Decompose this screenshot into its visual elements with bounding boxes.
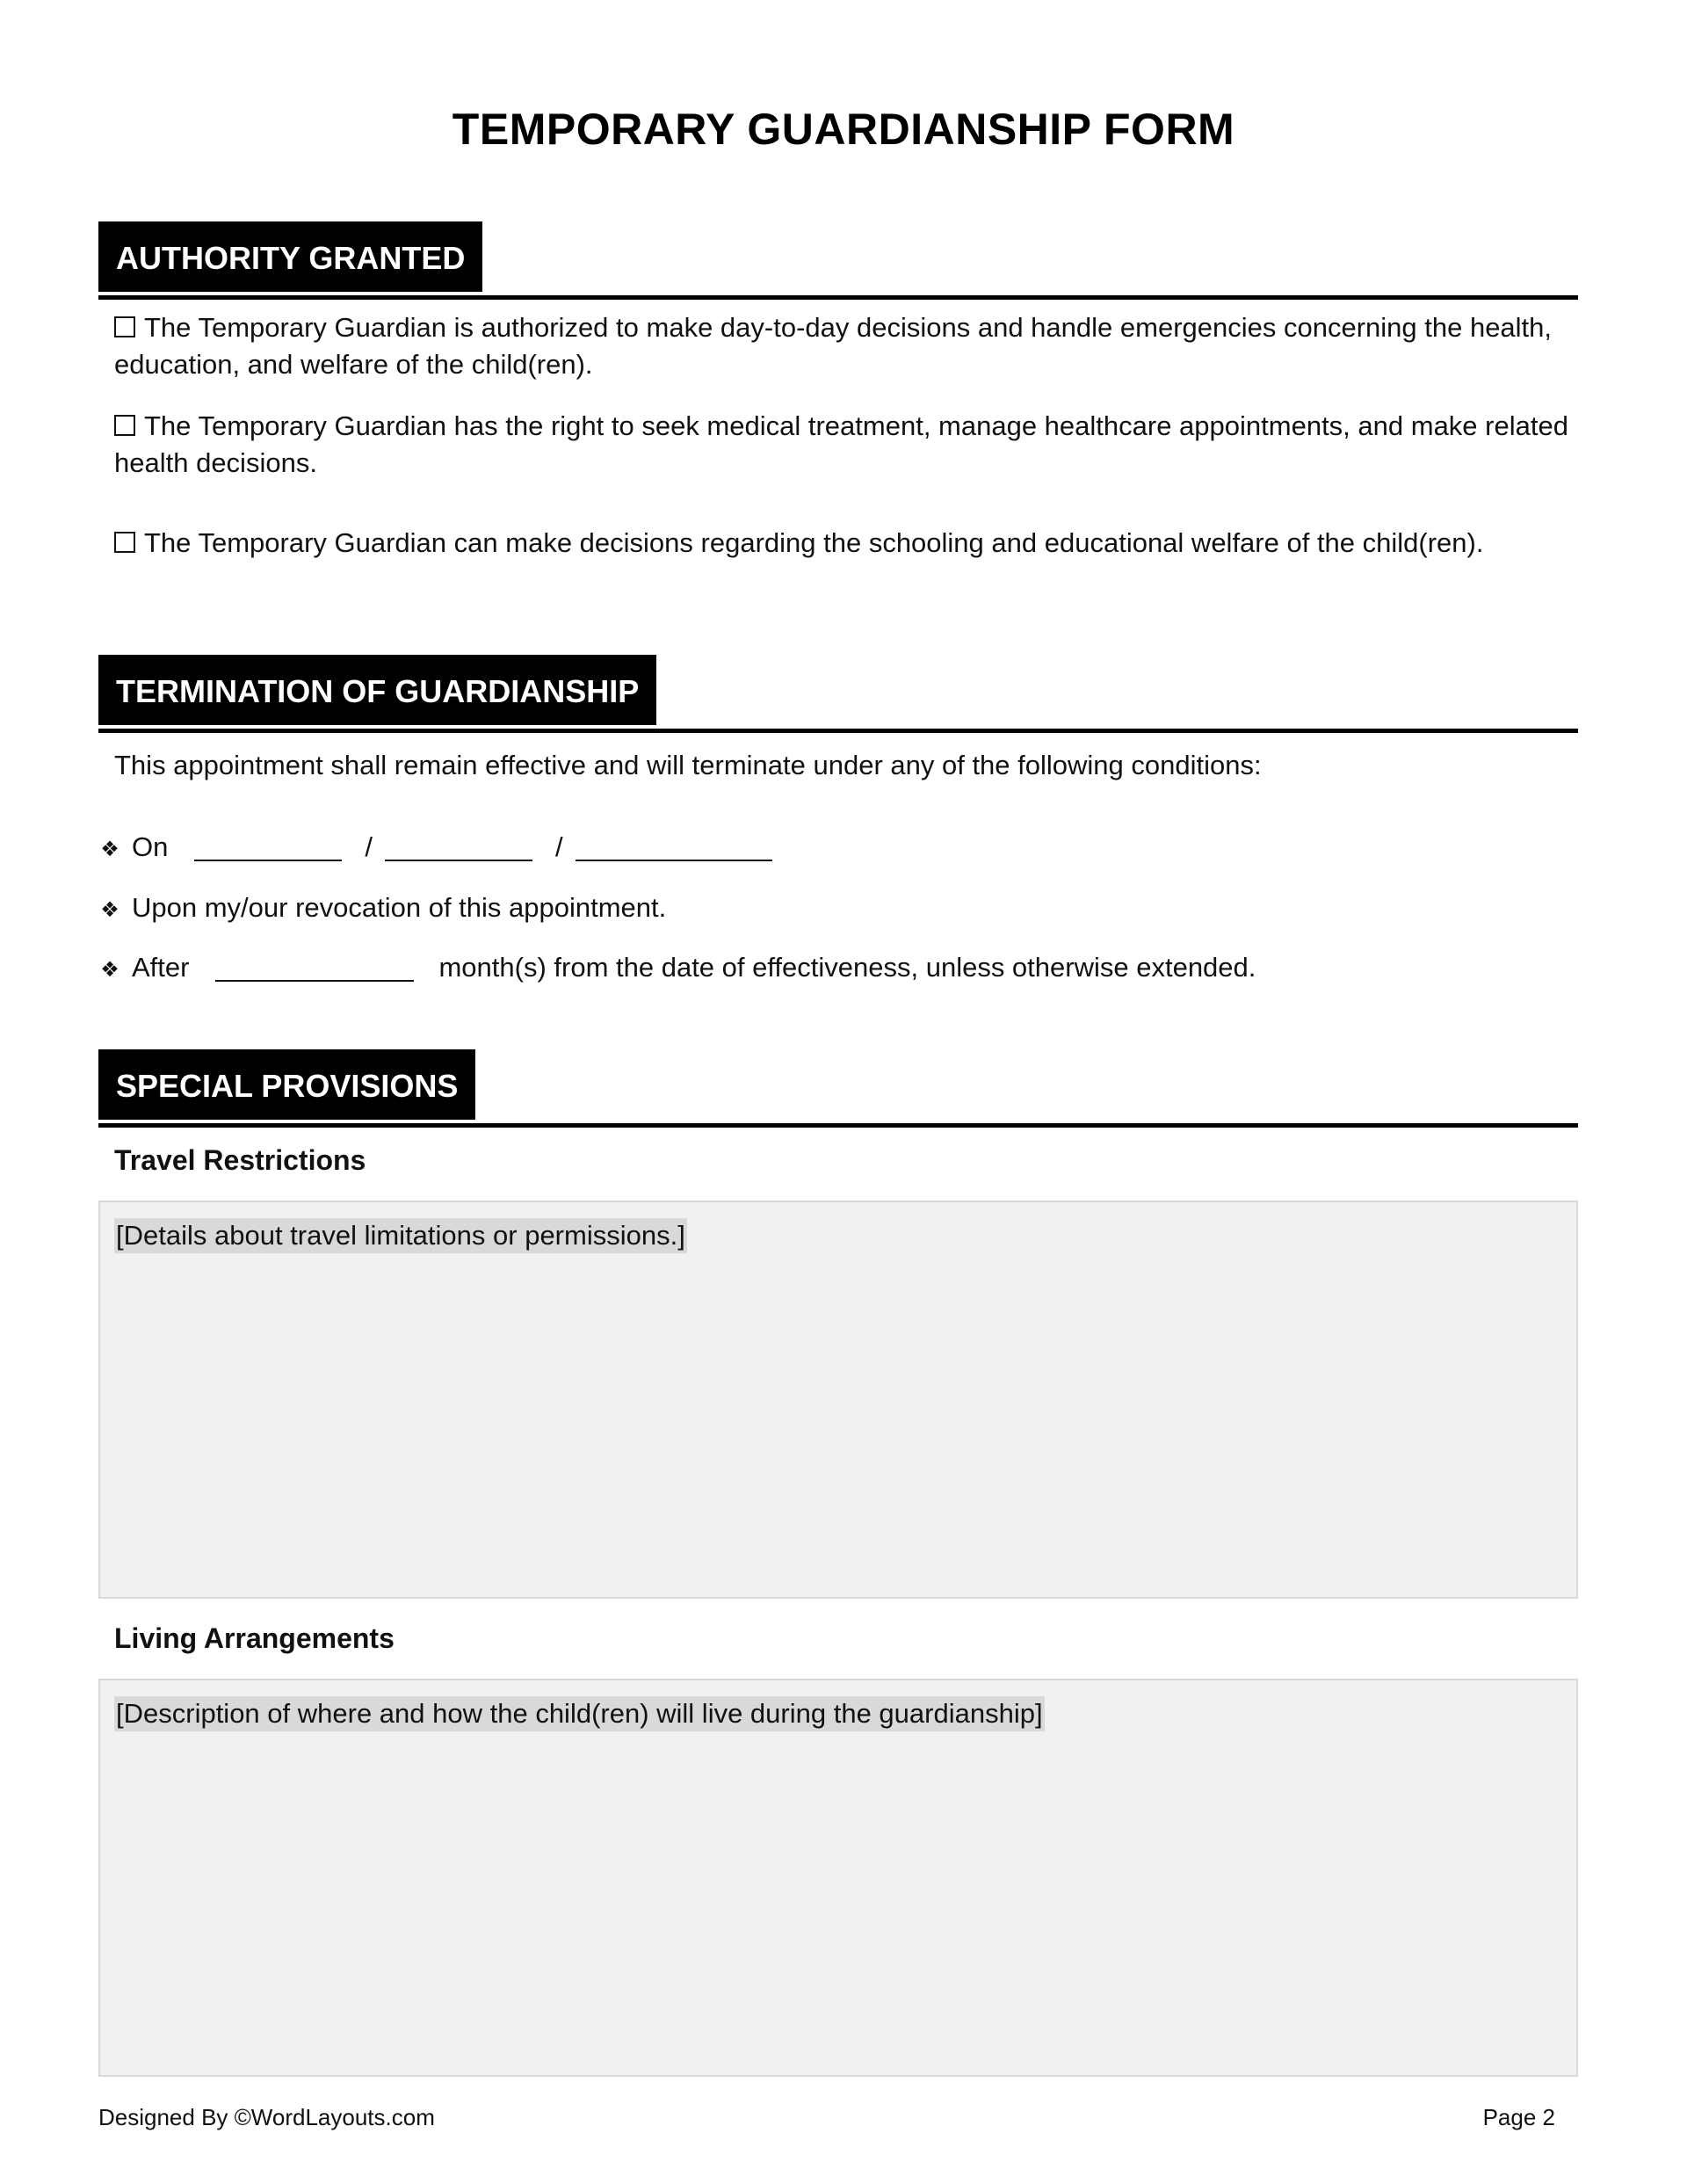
section-header-special <box>98 1049 1578 1128</box>
authority-item-3 <box>114 525 1573 562</box>
termination-option-revocation <box>98 889 666 927</box>
date-month-field[interactable] <box>194 830 342 861</box>
date-year-field[interactable] <box>576 830 772 861</box>
diamond-bullet-icon: ❖ <box>100 958 119 982</box>
living-heading: Living Arrangements <box>114 1622 395 1654</box>
termination-option-duration <box>98 948 1256 987</box>
termination-intro: This appointment shall remain effective and will terminate under any of the following conditions: <box>114 750 1262 780</box>
footer-page-number: Page 2 <box>1482 2104 1555 2130</box>
date-separator-1: / <box>365 831 373 862</box>
section-label-authority: AUTHORITY GRANTED <box>98 221 482 292</box>
after-label: After <box>132 952 190 983</box>
after-suffix-text: month(s) from the date of effectiveness, unless otherwise extended. <box>438 952 1256 983</box>
page-title: TEMPORARY GUARDIANSHIP FORM <box>452 105 1235 154</box>
months-field[interactable] <box>215 950 414 982</box>
checkbox-authority-1[interactable] <box>114 316 135 337</box>
authority-item-2-text: The Temporary Guardian has the right to seek medical treatment, manage healthcare appointments, and make related health decisions. <box>114 410 1568 478</box>
termination-option-date <box>98 828 772 867</box>
authority-item-2 <box>114 408 1573 482</box>
section-label-termination: TERMINATION OF GUARDIANSHIP <box>98 655 656 725</box>
section-header-authority <box>98 221 1578 300</box>
travel-placeholder[interactable]: [Details about travel limitations or permissions.] <box>114 1218 687 1253</box>
travel-heading: Travel Restrictions <box>114 1144 366 1176</box>
on-label: On <box>132 831 169 862</box>
travel-restrictions-box[interactable] <box>98 1201 1578 1599</box>
authority-item-1-text: The Temporary Guardian is authorized to make day-to-day decisions and handle emergencies concerning the health, education, and welfare of the child(ren). <box>114 312 1553 380</box>
diamond-bullet-icon: ❖ <box>100 898 119 922</box>
footer-credit: Designed By ©WordLayouts.com <box>98 2104 435 2130</box>
living-placeholder[interactable]: [Description of where and how the child(ren) will live during the guardianship] <box>114 1696 1045 1731</box>
date-day-field[interactable] <box>385 830 532 861</box>
date-separator-2: / <box>554 831 563 862</box>
living-arrangements-box[interactable] <box>98 1679 1578 2077</box>
checkbox-authority-3[interactable] <box>114 532 135 553</box>
section-label-special: SPECIAL PROVISIONS <box>98 1049 475 1120</box>
authority-item-3-text: The Temporary Guardian can make decisions regarding the schooling and educational welfare of the child(ren). <box>144 527 1484 558</box>
authority-item-1 <box>114 309 1573 383</box>
diamond-bullet-icon: ❖ <box>100 838 119 861</box>
revocation-text: Upon my/our revocation of this appointment. <box>132 892 667 923</box>
section-header-termination <box>98 655 1578 733</box>
checkbox-authority-2[interactable] <box>114 415 135 436</box>
